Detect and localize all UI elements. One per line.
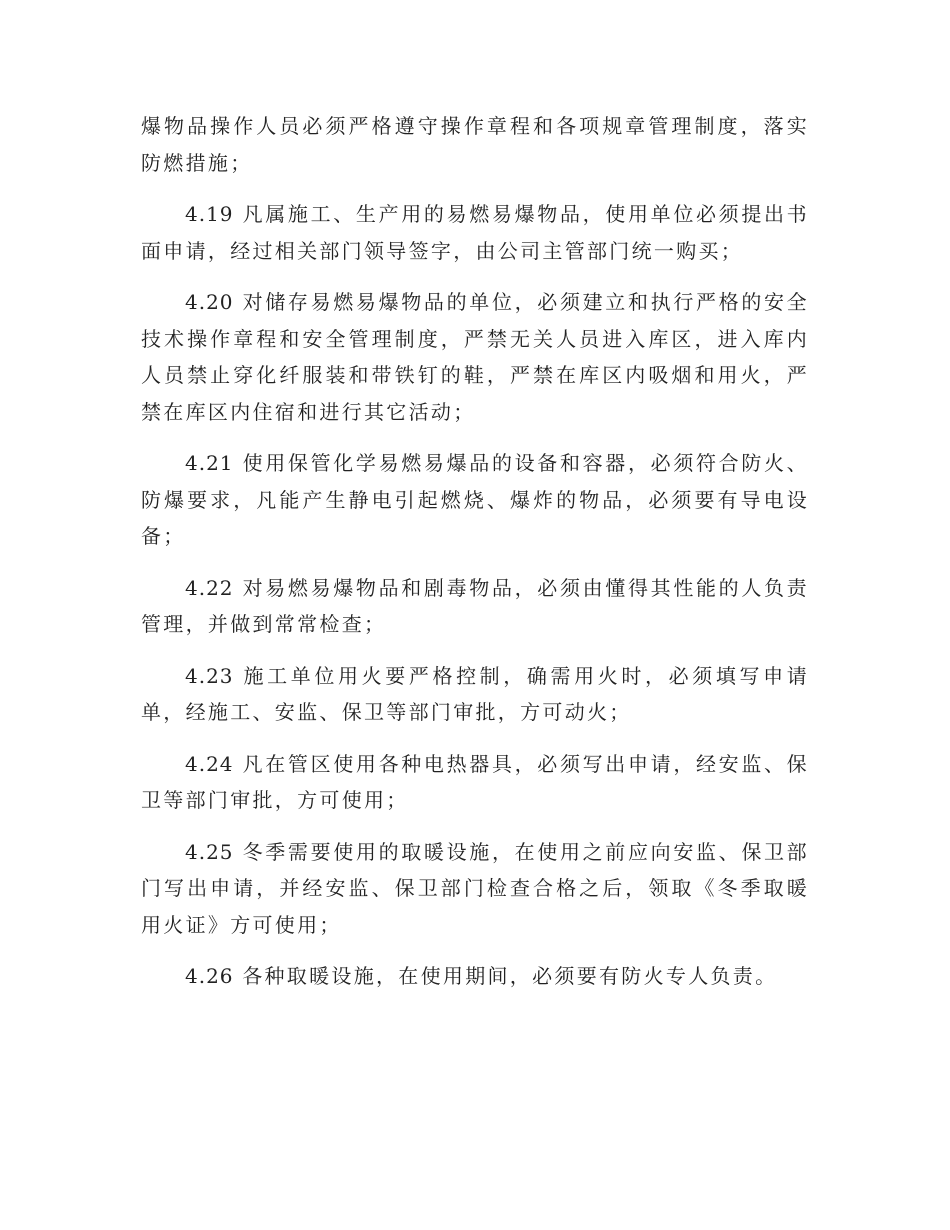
paragraph-text: 爆物品操作人员必须严格遵守操作章程和各项规章管理制度，落实防燃措施；: [141, 114, 809, 175]
paragraph-text: 对储存易燃易爆物品的单位，必须建立和执行严格的安全技术操作章程和安全管理制度，严禁无关人员进入库区，进入库内人员禁止穿化纤服装和带铁钉的鞋，严禁在库区内吸烟和用火，严禁在库区内住宿和进行其它活动；: [141, 290, 809, 424]
clause-number: 4.20: [185, 290, 234, 314]
clause-number: 4.23: [185, 663, 234, 688]
paragraph-4-22: [141, 570, 809, 643]
paragraph-4-20: [141, 284, 809, 430]
paragraph-4-24: [141, 746, 809, 819]
paragraph-text: 冬季需要使用的取暖设施，在使用之前应向安监、保卫部门写出申请，并经安监、保卫部门检查合格之后，领取《冬季取暖用火证》方可使用；: [141, 839, 809, 937]
paragraph-4-26: [141, 958, 809, 995]
document-body: [141, 108, 809, 1010]
clause-number: 4.26: [185, 964, 234, 988]
clause-number: 4.22: [185, 575, 234, 600]
paragraph-text: 各种取暖设施，在使用期间，必须要有防火专人负责。: [242, 964, 778, 988]
paragraph-text: 凡在管区使用各种电热器具，必须写出申请，经安监、保卫等部门审批，方可使用；: [141, 751, 809, 812]
clause-number: 4.21: [185, 451, 234, 475]
paragraph-text: 施工单位用火要严格控制，确需用火时，必须填写申请单，经施工、安监、保卫等部门审批，方可动火；: [141, 663, 809, 724]
paragraph-continuation: [141, 108, 809, 181]
paragraph-4-23: [141, 658, 809, 731]
clause-number: 4.24: [185, 751, 234, 776]
paragraph-4-19: [141, 196, 809, 269]
paragraph-text: 对易燃易爆物品和剧毒物品，必须由懂得其性能的人负责管理，并做到常常检查；: [141, 575, 809, 636]
paragraph-text: 使用保管化学易燃易爆品的设备和容器，必须符合防火、防爆要求，凡能产生静电引起燃烧、爆炸的物品，必须要有导电设备；: [141, 451, 809, 548]
paragraph-4-25: [141, 834, 809, 944]
clause-number: 4.19: [185, 202, 234, 226]
paragraph-4-21: [141, 445, 809, 555]
clause-number: 4.25: [185, 839, 234, 864]
paragraph-text: 凡属施工、生产用的易燃易爆物品，使用单位必须提出书面申请，经过相关部门领导签字，由公司主管部门统一购买；: [141, 202, 809, 263]
